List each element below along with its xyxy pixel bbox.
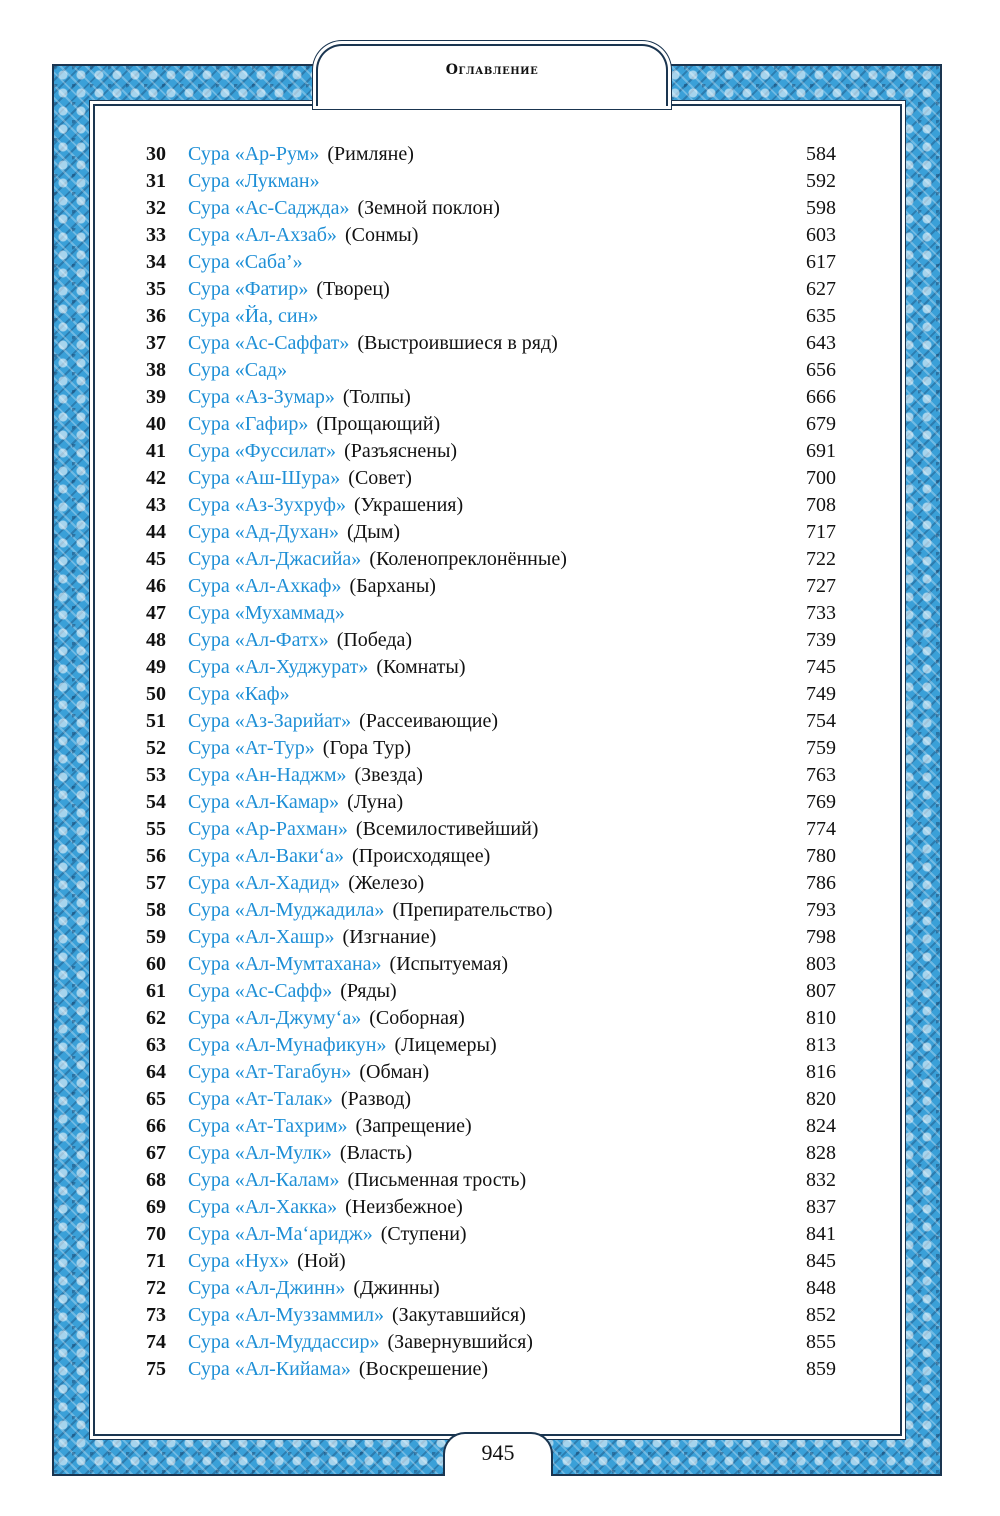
sura-title: Сура «Ал-Ма‘аридж» <box>188 1223 373 1245</box>
sura-number: 45 <box>146 548 166 570</box>
sura-translation: (Сонмы) <box>344 224 419 246</box>
sura-title: Сура «Ан-Наджм» <box>188 764 347 786</box>
sura-number: 56 <box>146 845 166 867</box>
sura-title-link[interactable] <box>188 1221 467 1248</box>
sura-title-link[interactable] <box>188 924 436 951</box>
sura-title-link[interactable] <box>188 357 287 384</box>
sura-title: Сура «Ал-Муддассир» <box>188 1331 380 1353</box>
sura-title-link[interactable] <box>188 897 553 924</box>
toc-entry[interactable] <box>100 303 900 330</box>
sura-page-number: 824 <box>806 1115 836 1137</box>
sura-title-link[interactable] <box>188 222 418 249</box>
sura-translation: (Разъяснены) <box>344 440 458 462</box>
sura-translation: (Выстроившиеся в ряд) <box>357 332 558 354</box>
sura-title: Сура «Ат-Тур» <box>188 737 315 759</box>
sura-title: Сура «Ал-Худжурат» <box>188 656 369 678</box>
sura-number: 70 <box>146 1223 166 1245</box>
sura-title: Сура «Саба’» <box>188 251 303 273</box>
sura-page-number: 679 <box>806 413 836 435</box>
sura-page-number: 635 <box>806 305 836 327</box>
sura-title: Сура «Ас-Саффат» <box>188 332 350 354</box>
sura-title: Сура «Ал-Ваки‘а» <box>188 845 344 867</box>
toc-entry[interactable] <box>100 1275 900 1302</box>
sura-number: 36 <box>146 305 166 327</box>
sura-title-link[interactable] <box>188 870 424 897</box>
sura-number: 61 <box>146 980 166 1002</box>
toc-entry[interactable] <box>100 1329 900 1356</box>
sura-title-link[interactable] <box>188 1140 412 1167</box>
sura-title-link[interactable] <box>188 1356 488 1383</box>
toc-entry[interactable] <box>100 843 900 870</box>
sura-title: Сура «Ал-Хакка» <box>188 1196 338 1218</box>
toc-entry[interactable] <box>100 573 900 600</box>
sura-page-number: 855 <box>806 1331 836 1353</box>
sura-number: 40 <box>146 413 166 435</box>
sura-title: Сура «Ал-Муджадила» <box>188 899 385 921</box>
toc-entry[interactable] <box>100 1059 900 1086</box>
sura-translation: (Письменная трость) <box>347 1169 527 1191</box>
sura-page-number: 739 <box>806 629 836 651</box>
sura-page-number: 617 <box>806 251 836 273</box>
sura-title-link[interactable] <box>188 1329 533 1356</box>
sura-title: Сура «Ал-Джуму‘а» <box>188 1007 362 1029</box>
sura-translation: (Власть) <box>339 1142 413 1164</box>
sura-title: Сура «Ат-Талак» <box>188 1088 333 1110</box>
sura-title: Сура «Ал-Джинн» <box>188 1277 346 1299</box>
sura-title-link[interactable] <box>188 627 412 654</box>
toc-entry[interactable] <box>100 1086 900 1113</box>
sura-title-link[interactable] <box>188 492 463 519</box>
sura-number: 50 <box>146 683 166 705</box>
sura-translation: (Железо) <box>348 872 425 894</box>
sura-number: 35 <box>146 278 166 300</box>
sura-title: Сура «Ар-Рахман» <box>188 818 348 840</box>
sura-translation: (Обман) <box>359 1061 430 1083</box>
toc-entry[interactable] <box>100 1113 900 1140</box>
sura-number: 67 <box>146 1142 166 1164</box>
sura-number: 63 <box>146 1034 166 1056</box>
sura-page-number: 584 <box>806 143 836 165</box>
sura-title-link[interactable] <box>188 681 290 708</box>
sura-number: 44 <box>146 521 166 543</box>
sura-title: Сура «Гафир» <box>188 413 309 435</box>
sura-translation: (Земной поклон) <box>357 197 500 219</box>
toc-entry[interactable] <box>100 897 900 924</box>
sura-translation: (Препирательство) <box>392 899 553 921</box>
sura-number: 42 <box>146 467 166 489</box>
sura-number: 68 <box>146 1169 166 1191</box>
sura-page-number: 810 <box>806 1007 836 1029</box>
sura-page-number: 820 <box>806 1088 836 1110</box>
toc-entry[interactable] <box>100 627 900 654</box>
sura-title: Сура «Каф» <box>188 683 290 705</box>
sura-number: 43 <box>146 494 166 516</box>
sura-translation: (Совет) <box>348 467 412 489</box>
toc-entry[interactable] <box>100 654 900 681</box>
page-title: Оглавление <box>445 62 539 78</box>
sura-title: Сура «Ал-Камар» <box>188 791 340 813</box>
sura-page-number: 656 <box>806 359 836 381</box>
sura-title: Сура «Ат-Тагабун» <box>188 1061 352 1083</box>
sura-number: 51 <box>146 710 166 732</box>
sura-number: 46 <box>146 575 166 597</box>
sura-page-number: 700 <box>806 467 836 489</box>
toc-entry[interactable] <box>100 1221 900 1248</box>
sura-translation: (Лицемеры) <box>394 1034 497 1056</box>
toc-entry[interactable] <box>100 1140 900 1167</box>
sura-page-number: 745 <box>806 656 836 678</box>
sura-page-number: 793 <box>806 899 836 921</box>
sura-title: Сура «Ал-Мунафикун» <box>188 1034 387 1056</box>
sura-title-link[interactable] <box>188 978 397 1005</box>
sura-page-number: 841 <box>806 1223 836 1245</box>
sura-title-link[interactable] <box>188 735 411 762</box>
sura-number: 72 <box>146 1277 166 1299</box>
sura-translation: (Прощающий) <box>316 413 441 435</box>
sura-page-number: 803 <box>806 953 836 975</box>
sura-translation: (Украшения) <box>353 494 464 516</box>
toc-entry[interactable] <box>100 1194 900 1221</box>
sura-translation: (Соборная) <box>369 1007 465 1029</box>
sura-number: 32 <box>146 197 166 219</box>
sura-number: 65 <box>146 1088 166 1110</box>
sura-title-link[interactable] <box>188 573 436 600</box>
sura-title-link[interactable] <box>188 303 318 330</box>
toc-entry[interactable] <box>100 708 900 735</box>
sura-page-number: 832 <box>806 1169 836 1191</box>
sura-title: Сура «Ал-Кийама» <box>188 1358 351 1380</box>
sura-translation: (Ступени) <box>380 1223 467 1245</box>
sura-title: Сура «Сад» <box>188 359 288 381</box>
sura-number: 66 <box>146 1115 166 1137</box>
sura-title-link[interactable] <box>188 843 490 870</box>
toc-entry[interactable] <box>100 546 900 573</box>
sura-title-link[interactable] <box>188 762 423 789</box>
sura-number: 75 <box>146 1358 166 1380</box>
toc-entry[interactable] <box>100 519 900 546</box>
sura-title-link[interactable] <box>188 384 411 411</box>
sura-title-link[interactable] <box>188 276 390 303</box>
sura-title-link[interactable] <box>188 1248 346 1275</box>
sura-title: Сура «Ал-Муззаммил» <box>188 1304 385 1326</box>
sura-title: Сура «Ас-Саджда» <box>188 197 350 219</box>
sura-translation: (Изгнание) <box>342 926 437 948</box>
sura-translation: (Барханы) <box>349 575 436 597</box>
sura-number: 64 <box>146 1061 166 1083</box>
toc-entry[interactable] <box>100 951 900 978</box>
sura-page-number: 774 <box>806 818 836 840</box>
sura-title: Сура «Ал-Калам» <box>188 1169 340 1191</box>
sura-translation: (Коленопреклонённые) <box>369 548 567 570</box>
toc-entry[interactable] <box>100 924 900 951</box>
sura-number: 52 <box>146 737 166 759</box>
sura-translation: (Гора Тур) <box>322 737 412 759</box>
sura-title: Сура «Ал-Мумтахана» <box>188 953 382 975</box>
sura-page-number: 859 <box>806 1358 836 1380</box>
toc-entry[interactable] <box>100 1356 900 1383</box>
page-number: 945 <box>481 1440 515 1465</box>
sura-number: 30 <box>146 143 166 165</box>
toc-entry[interactable] <box>100 195 900 222</box>
sura-page-number: 780 <box>806 845 836 867</box>
toc-entry[interactable] <box>100 1032 900 1059</box>
toc-entry[interactable] <box>100 1005 900 1032</box>
sura-page-number: 828 <box>806 1142 836 1164</box>
sura-title: Сура «Ал-Ахзаб» <box>188 224 337 246</box>
sura-page-number: 754 <box>806 710 836 732</box>
sura-translation: (Римляне) <box>327 143 414 165</box>
sura-title: Сура «Ал-Джасийа» <box>188 548 362 570</box>
sura-title: Сура «Аз-Зухруф» <box>188 494 346 516</box>
sura-number: 53 <box>146 764 166 786</box>
toc-entry[interactable] <box>100 1167 900 1194</box>
sura-title: Сура «Фуссилат» <box>188 440 337 462</box>
sura-title-link[interactable] <box>188 1167 526 1194</box>
sura-title-link[interactable] <box>188 1005 465 1032</box>
sura-translation: (Звезда) <box>354 764 423 786</box>
sura-title: Сура «Ад-Духан» <box>188 521 339 543</box>
sura-title: Сура «Ал-Хадид» <box>188 872 341 894</box>
sura-translation: (Запрещение) <box>355 1115 472 1137</box>
sura-page-number: 598 <box>806 197 836 219</box>
sura-title-link[interactable] <box>188 600 345 627</box>
sura-number: 59 <box>146 926 166 948</box>
sura-number: 73 <box>146 1304 166 1326</box>
sura-title: Сура «Аз-Зарийат» <box>188 710 352 732</box>
toc-entry[interactable] <box>100 1302 900 1329</box>
sura-title-link[interactable] <box>188 1275 440 1302</box>
sura-number: 71 <box>146 1250 166 1272</box>
sura-page-number: 763 <box>806 764 836 786</box>
sura-page-number: 816 <box>806 1061 836 1083</box>
sura-title-link[interactable] <box>188 1194 463 1221</box>
sura-number: 54 <box>146 791 166 813</box>
sura-translation: (Джинны) <box>353 1277 440 1299</box>
sura-page-number: 837 <box>806 1196 836 1218</box>
toc-entry[interactable] <box>100 978 900 1005</box>
sura-translation: (Творец) <box>316 278 390 300</box>
sura-title-link[interactable] <box>188 1032 497 1059</box>
sura-number: 58 <box>146 899 166 921</box>
sura-title-link[interactable] <box>188 465 412 492</box>
sura-translation: (Толпы) <box>342 386 411 408</box>
sura-page-number: 627 <box>806 278 836 300</box>
sura-translation: (Испытуемая) <box>389 953 509 975</box>
toc-entry[interactable] <box>100 168 900 195</box>
sura-translation: (Рассеивающие) <box>359 710 499 732</box>
sura-number: 55 <box>146 818 166 840</box>
sura-translation: (Луна) <box>347 791 404 813</box>
toc-entry[interactable] <box>100 735 900 762</box>
toc-entry[interactable] <box>100 600 900 627</box>
sura-title-link[interactable] <box>188 1302 526 1329</box>
sura-title-link[interactable] <box>188 1113 472 1140</box>
sura-title-link[interactable] <box>188 1059 429 1086</box>
toc-entry[interactable] <box>100 789 900 816</box>
sura-page-number: 852 <box>806 1304 836 1326</box>
sura-page-number: 727 <box>806 575 836 597</box>
sura-page-number: 592 <box>806 170 836 192</box>
sura-title-link[interactable] <box>188 708 498 735</box>
sura-number: 33 <box>146 224 166 246</box>
sura-title-link[interactable] <box>188 816 538 843</box>
sura-page-number: 769 <box>806 791 836 813</box>
sura-number: 49 <box>146 656 166 678</box>
sura-number: 74 <box>146 1331 166 1353</box>
sura-number: 37 <box>146 332 166 354</box>
sura-title-link[interactable] <box>188 141 414 168</box>
sura-page-number: 845 <box>806 1250 836 1272</box>
sura-number: 57 <box>146 872 166 894</box>
sura-title: Сура «Ал-Хашр» <box>188 926 335 948</box>
sura-number: 60 <box>146 953 166 975</box>
sura-page-number: 807 <box>806 980 836 1002</box>
sura-number: 31 <box>146 170 166 192</box>
sura-translation: (Завернувшийся) <box>387 1331 533 1353</box>
sura-title-link[interactable] <box>188 519 400 546</box>
sura-page-number: 813 <box>806 1034 836 1056</box>
sura-number: 48 <box>146 629 166 651</box>
sura-translation: (Закутавшийся) <box>392 1304 526 1326</box>
sura-number: 39 <box>146 386 166 408</box>
sura-page-number: 708 <box>806 494 836 516</box>
sura-page-number: 717 <box>806 521 836 543</box>
sura-translation: (Воскрешение) <box>358 1358 489 1380</box>
sura-page-number: 666 <box>806 386 836 408</box>
toc-entry[interactable] <box>100 141 900 168</box>
sura-page-number: 759 <box>806 737 836 759</box>
sura-translation: (Развод) <box>340 1088 412 1110</box>
sura-title-link[interactable] <box>188 249 303 276</box>
sura-page-number: 848 <box>806 1277 836 1299</box>
toc-entry[interactable] <box>100 384 900 411</box>
sura-title-link[interactable] <box>188 654 466 681</box>
sura-page-number: 749 <box>806 683 836 705</box>
sura-title-link[interactable] <box>188 1086 411 1113</box>
sura-title: Сура «Ар-Рум» <box>188 143 320 165</box>
sura-title-link[interactable] <box>188 330 558 357</box>
sura-translation: (Комнаты) <box>376 656 466 678</box>
sura-translation: (Дым) <box>346 521 401 543</box>
sura-number: 38 <box>146 359 166 381</box>
sura-page-number: 786 <box>806 872 836 894</box>
toc-entry[interactable] <box>100 222 900 249</box>
sura-translation: (Неизбежное) <box>345 1196 463 1218</box>
sura-page-number: 603 <box>806 224 836 246</box>
table-of-contents <box>100 141 900 1383</box>
sura-title: Сура «Аш-Шура» <box>188 467 341 489</box>
sura-title: Сура «Нух» <box>188 1250 290 1272</box>
toc-entry[interactable] <box>100 762 900 789</box>
toc-entry[interactable] <box>100 438 900 465</box>
sura-page-number: 733 <box>806 602 836 624</box>
sura-title-link[interactable] <box>188 168 320 195</box>
sura-translation: (Происходящее) <box>351 845 491 867</box>
sura-title: Сура «Лукман» <box>188 170 320 192</box>
sura-title: Сура «Фатир» <box>188 278 309 300</box>
sura-page-number: 643 <box>806 332 836 354</box>
sura-number: 62 <box>146 1007 166 1029</box>
toc-entry[interactable] <box>100 330 900 357</box>
sura-translation: (Ной) <box>297 1250 346 1272</box>
sura-title: Сура «Аз-Зумар» <box>188 386 335 408</box>
sura-title: Сура «Ал-Ахкаф» <box>188 575 342 597</box>
sura-translation: (Победа) <box>336 629 413 651</box>
toc-entry[interactable] <box>100 870 900 897</box>
sura-number: 41 <box>146 440 166 462</box>
toc-entry[interactable] <box>100 681 900 708</box>
sura-title-link[interactable] <box>188 438 457 465</box>
sura-translation: (Ряды) <box>340 980 397 1002</box>
toc-entry[interactable] <box>100 411 900 438</box>
sura-title: Сура «Ал-Фатх» <box>188 629 329 651</box>
sura-number: 34 <box>146 251 166 273</box>
sura-title-link[interactable] <box>188 951 508 978</box>
sura-title-link[interactable] <box>188 789 403 816</box>
toc-entry[interactable] <box>100 492 900 519</box>
sura-title-link[interactable] <box>188 546 567 573</box>
sura-title: Сура «Ат-Тахрим» <box>188 1115 348 1137</box>
sura-title: Сура «Ал-Мулк» <box>188 1142 332 1164</box>
sura-title: Сура «Йа, син» <box>188 305 319 327</box>
sura-title: Сура «Ас-Сафф» <box>188 980 333 1002</box>
sura-title-link[interactable] <box>188 411 440 438</box>
sura-page-number: 798 <box>806 926 836 948</box>
toc-entry[interactable] <box>100 357 900 384</box>
toc-entry[interactable] <box>100 465 900 492</box>
sura-title: Сура «Мухаммад» <box>188 602 345 624</box>
toc-entry[interactable] <box>100 249 900 276</box>
sura-number: 47 <box>146 602 166 624</box>
toc-entry[interactable] <box>100 276 900 303</box>
sura-page-number: 691 <box>806 440 836 462</box>
toc-entry[interactable] <box>100 816 900 843</box>
sura-translation: (Всемилостивейший) <box>355 818 539 840</box>
toc-entry[interactable] <box>100 1248 900 1275</box>
sura-page-number: 722 <box>806 548 836 570</box>
sura-title-link[interactable] <box>188 195 500 222</box>
sura-number: 69 <box>146 1196 166 1218</box>
